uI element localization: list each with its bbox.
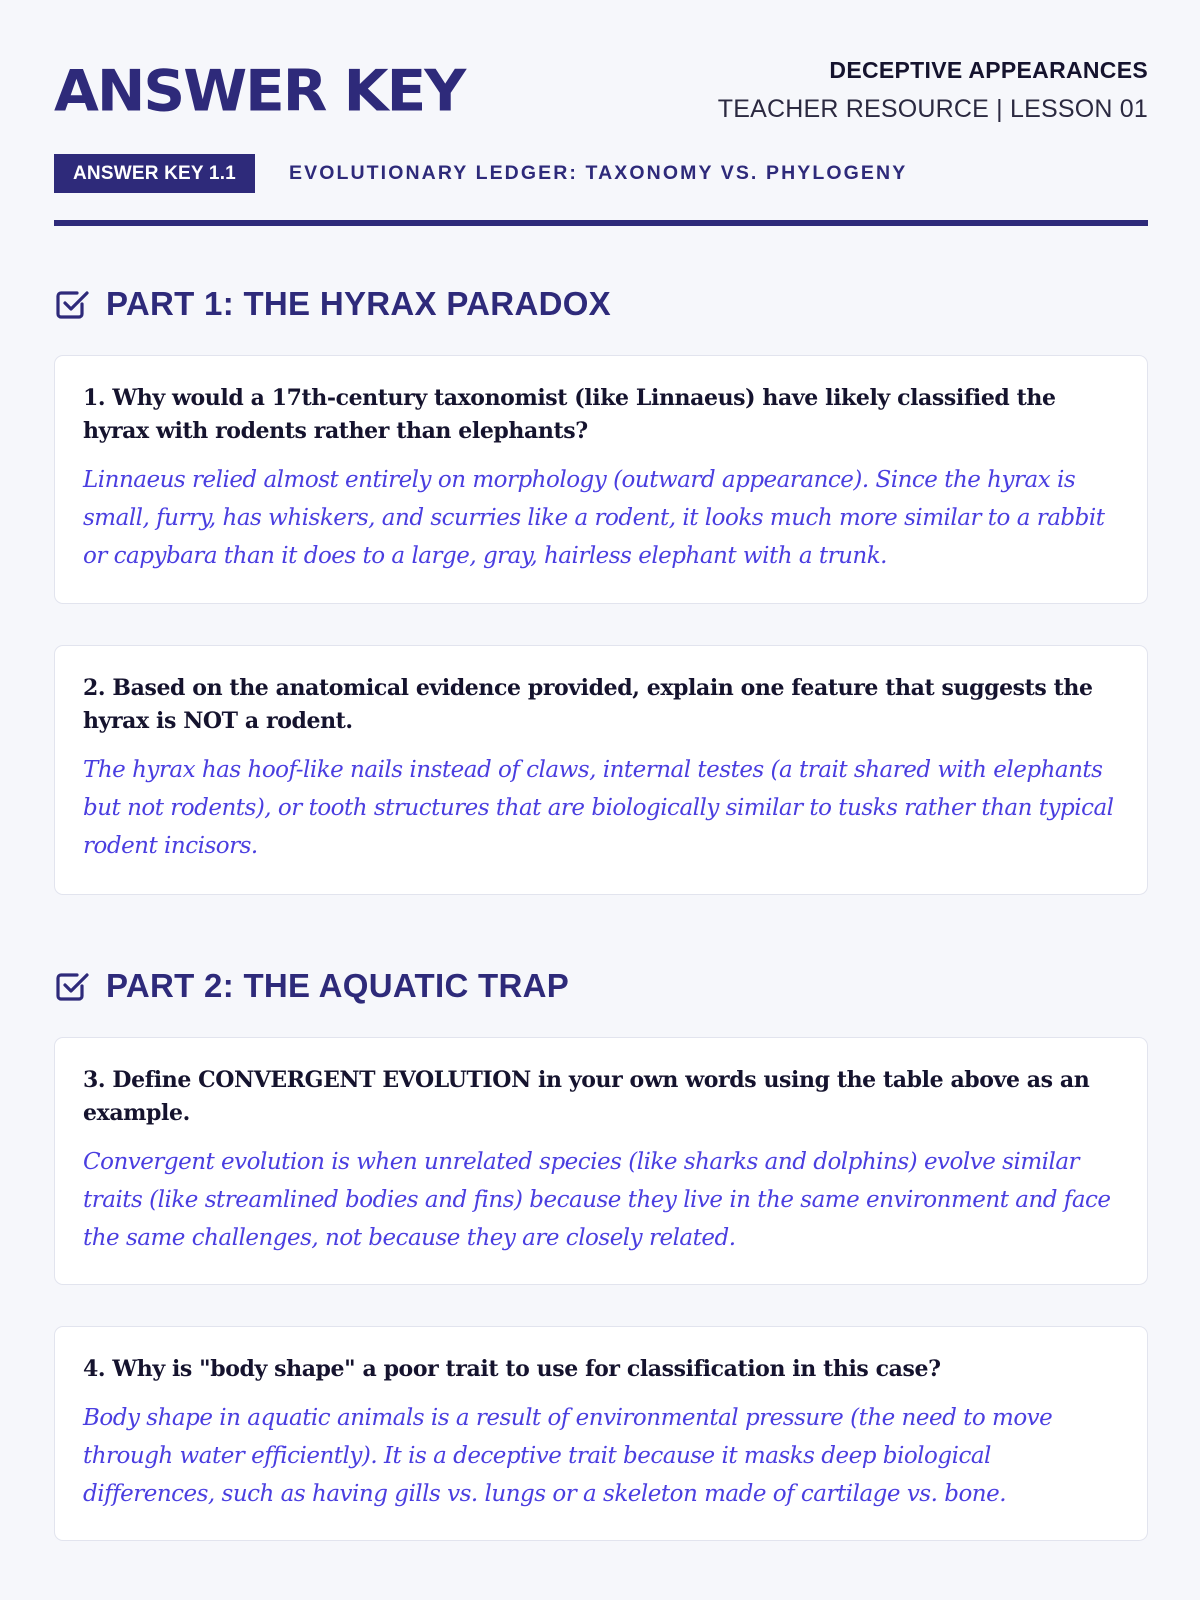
header-meta xyxy=(718,56,1148,123)
section-heading-text: PART 1: THE HYRAX PARADOX xyxy=(106,285,611,322)
answer-text: The hyrax has hoof-like nails instead of claws, internal testes (a trait shared with elephants but not rodents), or tooth structures that are biologically similar to tusks rather than typical rodent incisors. xyxy=(83,757,1114,859)
section-heading-part-1 xyxy=(54,284,611,324)
answer-text: Body shape in aquatic animals is a result of environmental pressure (the need to move through water efficiently). It is a deceptive trait because it masks deep biological differences, such as having gills vs. lungs or a skeleton made of cartilage vs. bone. xyxy=(83,1405,1053,1507)
question-card xyxy=(54,1037,1148,1285)
series-name: DECEPTIVE APPEARANCES xyxy=(829,57,1148,83)
checkbox-checked-icon xyxy=(54,285,92,323)
question-card xyxy=(54,645,1148,895)
page-title: ANSWER KEY xyxy=(54,57,465,125)
question-text: 4. Why is "body shape" a poor trait to use for classification in this case? xyxy=(83,1356,941,1382)
ledger-subtitle: EVOLUTIONARY LEDGER: TAXONOMY VS. PHYLOGENY xyxy=(289,162,908,184)
section-heading-text: PART 2: THE AQUATIC TRAP xyxy=(106,967,570,1004)
answer-text: Convergent evolution is when unrelated species (like sharks and dolphins) evolve similar traits (like streamlined bodies and fins) because they live in the same environment and face the same challenges, not because they are closely related. xyxy=(83,1149,1111,1251)
question-card xyxy=(54,1326,1148,1541)
question-text: 2. Based on the anatomical evidence provided, explain one feature that suggests the hyrax is NOT a rodent. xyxy=(83,675,1093,734)
answer-key-page xyxy=(54,0,1148,1600)
checkbox-checked-icon xyxy=(54,967,92,1005)
answer-key-badge: ANSWER KEY 1.1 xyxy=(54,154,255,193)
answer-text: Linnaeus relied almost entirely on morphology (outward appearance). Since the hyrax is small, furry, has whiskers, and scurries like a rodent, it looks much more similar to a rabbit or capybara than it does to a large, gray, hairless elephant with a trunk. xyxy=(83,467,1105,569)
header-divider xyxy=(54,220,1148,226)
question-text: 1. Why would a 17th-century taxonomist (like Linnaeus) have likely classified the hyrax with rodents rather than elephants? xyxy=(83,385,1056,444)
page-header xyxy=(54,0,1148,230)
section-heading-part-2 xyxy=(54,966,569,1006)
question-card xyxy=(54,355,1148,604)
question-text: 3. Define CONVERGENT EVOLUTION in your own words using the table above as an example. xyxy=(83,1067,1090,1126)
resource-line: TEACHER RESOURCE | LESSON 01 xyxy=(717,95,1148,123)
